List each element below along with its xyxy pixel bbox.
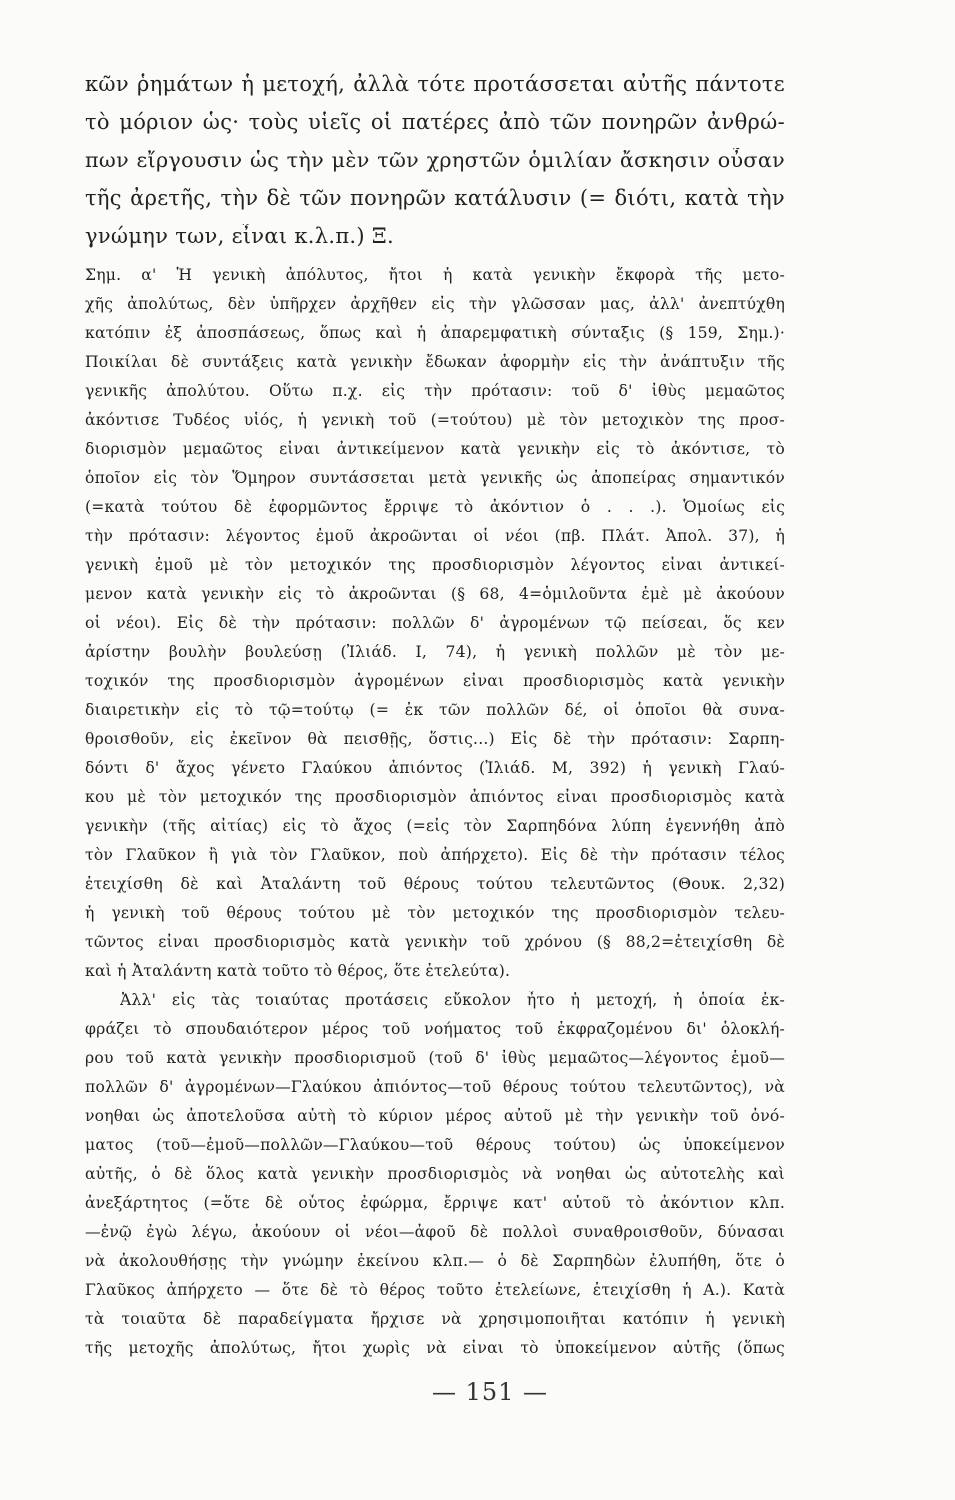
note-line: —ἐνῷ ἐγὼ λέγω, ἀκούουν οἱ νέοι—ἀφοῦ δὲ πολλοὶ συναθροισθοῦν, δύνασαι	[85, 1223, 785, 1241]
text-line: τὸ μόριον ὡς· τοὺς υἱεῖς οἱ πατέρες ἀπὸ τῶν πονηρῶν ἀνθρώ-	[85, 110, 785, 134]
text-line: κῶν ῥημάτων ἡ μετοχή, ἀλλὰ τότε προτάσσεται αὐτῆς πάντοτε	[85, 72, 785, 96]
note-line: θροισθοῦν, εἰς ἐκεῖνον θὰ πεισθῇς, ὅστις...) Εἰς δὲ τὴν πρότασιν: Σαρπη-	[85, 730, 785, 748]
note-line: Ἀλλ' εἰς τὰς τοιαύτας προτάσεις εὔκολον ἦτο ἡ μετοχή, ἡ ὁποία ἐκ-	[120, 991, 785, 1009]
note-line: νοηθαι ὡς ἀποτελοῦσα αὐτὴ τὸ κύριον μέρος αὐτοῦ μὲ τὴν γενικὴν τοῦ ὀνό-	[85, 1107, 785, 1125]
note-line: καὶ ἡ Ἀταλάντη κατὰ τοῦτο τὸ θέρος, ὅτε ἐτελεύτα).	[85, 962, 511, 980]
note-line: τὰ τοιαῦτα δὲ παραδείγματα ἤρχισε νὰ χρησιμοποιῆται κατόπιν ἡ γενικὴ	[85, 1310, 785, 1328]
note-line: γενικῆς ἀπολύτου. Οὕτω π.χ. εἰς τὴν πρότασιν: τοῦ δ' ἰθὺς μεμαῶτος	[85, 382, 785, 400]
note-line: φράζει τὸ σπουδαιότερον μέρος τοῦ νοήματος τοῦ ἐκφραζομένου δι' ὁλοκλή-	[85, 1020, 785, 1038]
note-line: κατόπιν ἐξ ἀποσπάσεως, ὅπως καὶ ἡ ἀπαρεμφατικὴ σύνταξις (§ 159, Σημ.)·	[85, 324, 785, 342]
note-line: οἱ νέοι). Εἰς δὲ τὴν πρότασιν: πολλῶν δ' ἀγρομένων τῷ πείσεαι, ὅς κεν	[85, 614, 785, 632]
page-number: — 151 —	[431, 1378, 549, 1406]
note-line: διαιρετικὴν εἰς τὸ τῷ=τούτῳ (= ἐκ τῶν πολλῶν δέ, οἱ ὁποῖοι θὰ συνα-	[85, 701, 785, 719]
note-line: τὴν πρότασιν: λέγοντος ἐμοῦ ἀκροῶνται οἱ νέοι (πβ. Πλάτ. Ἀπολ. 37), ἡ	[85, 527, 785, 545]
note-line: τῆς μετοχῆς ἀπολύτως, ἤτοι χωρὶς νὰ εἶναι τὸ ὑποκείμενον αὐτῆς (ὅπως	[85, 1339, 785, 1357]
note-line: πολλῶν δ' ἀγρομένων—Γλαύκου ἀπιόντος—τοῦ θέρους τούτου τελευτῶντος), νὰ	[85, 1078, 785, 1096]
note-line: νὰ ἀκολουθήσῃς τὴν γνώμην ἐκείνου κλπ.— ὁ δὲ Σαρπηδὼν ἐλυπήθη, ὅτε ὁ	[85, 1252, 785, 1270]
note-line: τὸν Γλαῦκον ἢ γιὰ τὸν Γλαῦκον, ποὺ ἀπήρχετο). Εἰς δὲ τὴν πρότασιν τέλος	[85, 846, 785, 864]
note-line: γενικὴ ἐμοῦ μὲ τὸν μετοχικόν της προσδιορισμὸν λέγοντος εἶναι ἀντικεί-	[85, 556, 785, 574]
note-line: τοχικόν της προσδιορισμὸν ἀγρομένων εἶναι προσδιορισμὸς κατὰ γενικὴν	[85, 672, 785, 690]
note-line: Γλαῦκος ἀπήρχετο — ὅτε δὲ τὸ θέρος τοῦτο ἐτελείωνε, ἐτειχίσθη ἡ Α.). Κατὰ	[85, 1281, 785, 1299]
note-line: (=κατὰ τούτου δὲ ἐφορμῶντος ἔρριψε τὸ ἀκόντιον ὁ . . .). Ὁμοίως εἰς	[85, 498, 785, 516]
note-line: ματος (τοῦ—ἐμοῦ—πολλῶν—Γλαύκου—τοῦ θέρους τούτου) ὡς ὑποκείμενον	[85, 1136, 785, 1154]
note-line: κου μὲ τὸν μετοχικόν της προσδιορισμὸν ἀπιόντος εἶναι προσδιορισμὸς κατὰ	[85, 788, 785, 806]
note-line: ἀκόντισε Τυδέος υἱός, ἡ γενικὴ τοῦ (=τούτου) μὲ τὸν μετοχικὸν της προσ-	[85, 411, 785, 429]
text-line: γνώμην των, εἶναι κ.λ.π.) Ξ.	[85, 224, 394, 248]
note-line: ἐτειχίσθη δὲ καὶ Ἀταλάντη τοῦ θέρους τούτου τελευτῶντος (Θουκ. 2,32)	[85, 875, 785, 893]
note-line: Σημ. α' Ἡ γενικὴ ἀπόλυτος, ἤτοι ἡ κατὰ γενικὴν ἔκφορὰ τῆς μετο-	[85, 266, 785, 284]
note-line: ρου τοῦ κατὰ γενικὴν προσδιορισμοῦ (τοῦ δ' ἰθὺς μεμαῶτος—λέγοντος ἐμοῦ—	[85, 1049, 785, 1067]
note-line: δόντι δ' ἄχος γένετο Γλαύκου ἀπιόντος (Ἰλιάδ. Μ, 392) ἡ γενικὴ Γλαύ-	[85, 759, 785, 777]
note-line: ἡ γενικὴ τοῦ θέρους τούτου μὲ τὸν μετοχικόν της προσδιορισμὸν τελευ-	[85, 904, 785, 922]
note-line: ἀνεξάρτητος (=ὅτε δὲ οὗτος ἐφώρμα, ἔρριψε κατ' αὐτοῦ τὸ ἀκόντιον κλπ.	[85, 1194, 785, 1212]
note-line: διορισμὸν μεμαῶτος εἶναι ἀντικείμενον κατὰ γενικὴν εἰς τὸ ἀκόντισε, τὸ	[85, 440, 785, 458]
note-line: Ποικίλαι δὲ συντάξεις κατὰ γενικὴν ἔδωκαν ἀφορμὴν εἰς τὴν ἀνάπτυξιν τῆς	[85, 353, 785, 371]
note-line: χῆς ἀπολύτως, δὲν ὑπῆρχεν ἀρχῆθεν εἰς τὴν γλῶσσαν μας, ἀλλ' ἀνεπτύχθη	[85, 295, 785, 313]
note-line: αὐτῆς, ὁ δὲ ὅλος κατὰ γενικὴν προσδιορισμὸς νὰ νοηθαι ὡς αὐτοτελὴς καὶ	[85, 1165, 785, 1183]
note-line: γενικὴν (τῆς αἰτίας) εἰς τὸ ἄχος (=εἰς τὸν Σαρπηδόνα λύπη ἐγεννήθη ἀπὸ	[85, 817, 785, 835]
note-line: ὁποῖον εἰς τὸν Ὅμηρον συντάσσεται μετὰ γενικῆς ὡς ἀποπείρας σημαντικόν	[85, 469, 785, 487]
note-line: ἀρίστην βουλὴν βουλεύσῃ (Ἰλιάδ. Ι, 74), ἡ γενικὴ πολλῶν μὲ τὸν με-	[85, 643, 785, 661]
note-line: τῶντος εἶναι προσδιορισμὸς κατὰ γενικὴν τοῦ χρόνου (§ 88,2=ἐτειχίσθη δὲ	[85, 933, 785, 951]
text-line: τῆς ἀρετῆς, τὴν δὲ τῶν πονηρῶν κατάλυσιν (= διότι, κατὰ τὴν	[85, 186, 785, 210]
note-line: μενον κατὰ γενικὴν εἰς τὸ ἀκροῶνται (§ 68, 4=ὁμιλοῦντα ἐμὲ μὲ ἀκούουν	[85, 585, 785, 603]
text-line: πων εἴργουσιν ὡς τὴν μὲν τῶν χρηστῶν ὁμιλίαν ἄσκησιν οὖσαν	[85, 148, 785, 172]
